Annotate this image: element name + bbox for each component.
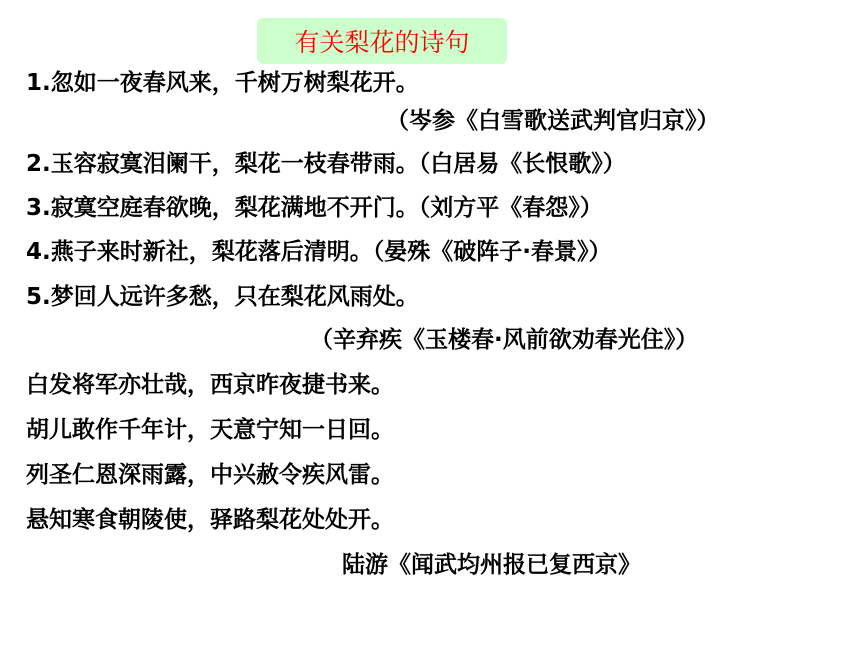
extra-poem-source: 陆游《闻武均州报已复西京》 — [342, 552, 641, 578]
extra-poem-line: 悬知寒食朝陵使，驿路梨花处处开。 — [26, 507, 394, 533]
extra-poem-line: 列圣仁恩深雨露，中兴赦令疾风雷。 — [26, 462, 394, 488]
poem-5-line: 5.梦回人远许多愁，只在梨花风雨处。 — [26, 284, 419, 310]
page-title: 有关梨花的诗句 — [294, 28, 470, 57]
extra-poem-line: 白发将军亦壮哉，西京昨夜捷书来。 — [26, 372, 394, 398]
extra-poem-line: 胡儿敢作千年计，天意宁知一日回。 — [26, 417, 394, 443]
poem-1-source: （岑参《白雪歌送武判官归京》） — [386, 108, 720, 134]
poem-5-source: （辛弃疾《玉楼春·风前欲劝春光住》） — [310, 327, 699, 353]
poem-4-line: 4.燕子来时新社，梨花落后清明。（晏殊《破阵子·春景》） — [26, 239, 612, 265]
poem-2-line: 2.玉容寂寞泪阑干，梨花一枝春带雨。（白居易《长恨歌》） — [26, 151, 626, 177]
poem-3-line: 3.寂寞空庭春欲晚，梨花满地不开门。（刘方平《春怨》） — [26, 195, 603, 221]
title-banner — [257, 18, 507, 64]
poem-1-line: 1.忽如一夜春风来，千树万树梨花开。 — [26, 70, 419, 96]
